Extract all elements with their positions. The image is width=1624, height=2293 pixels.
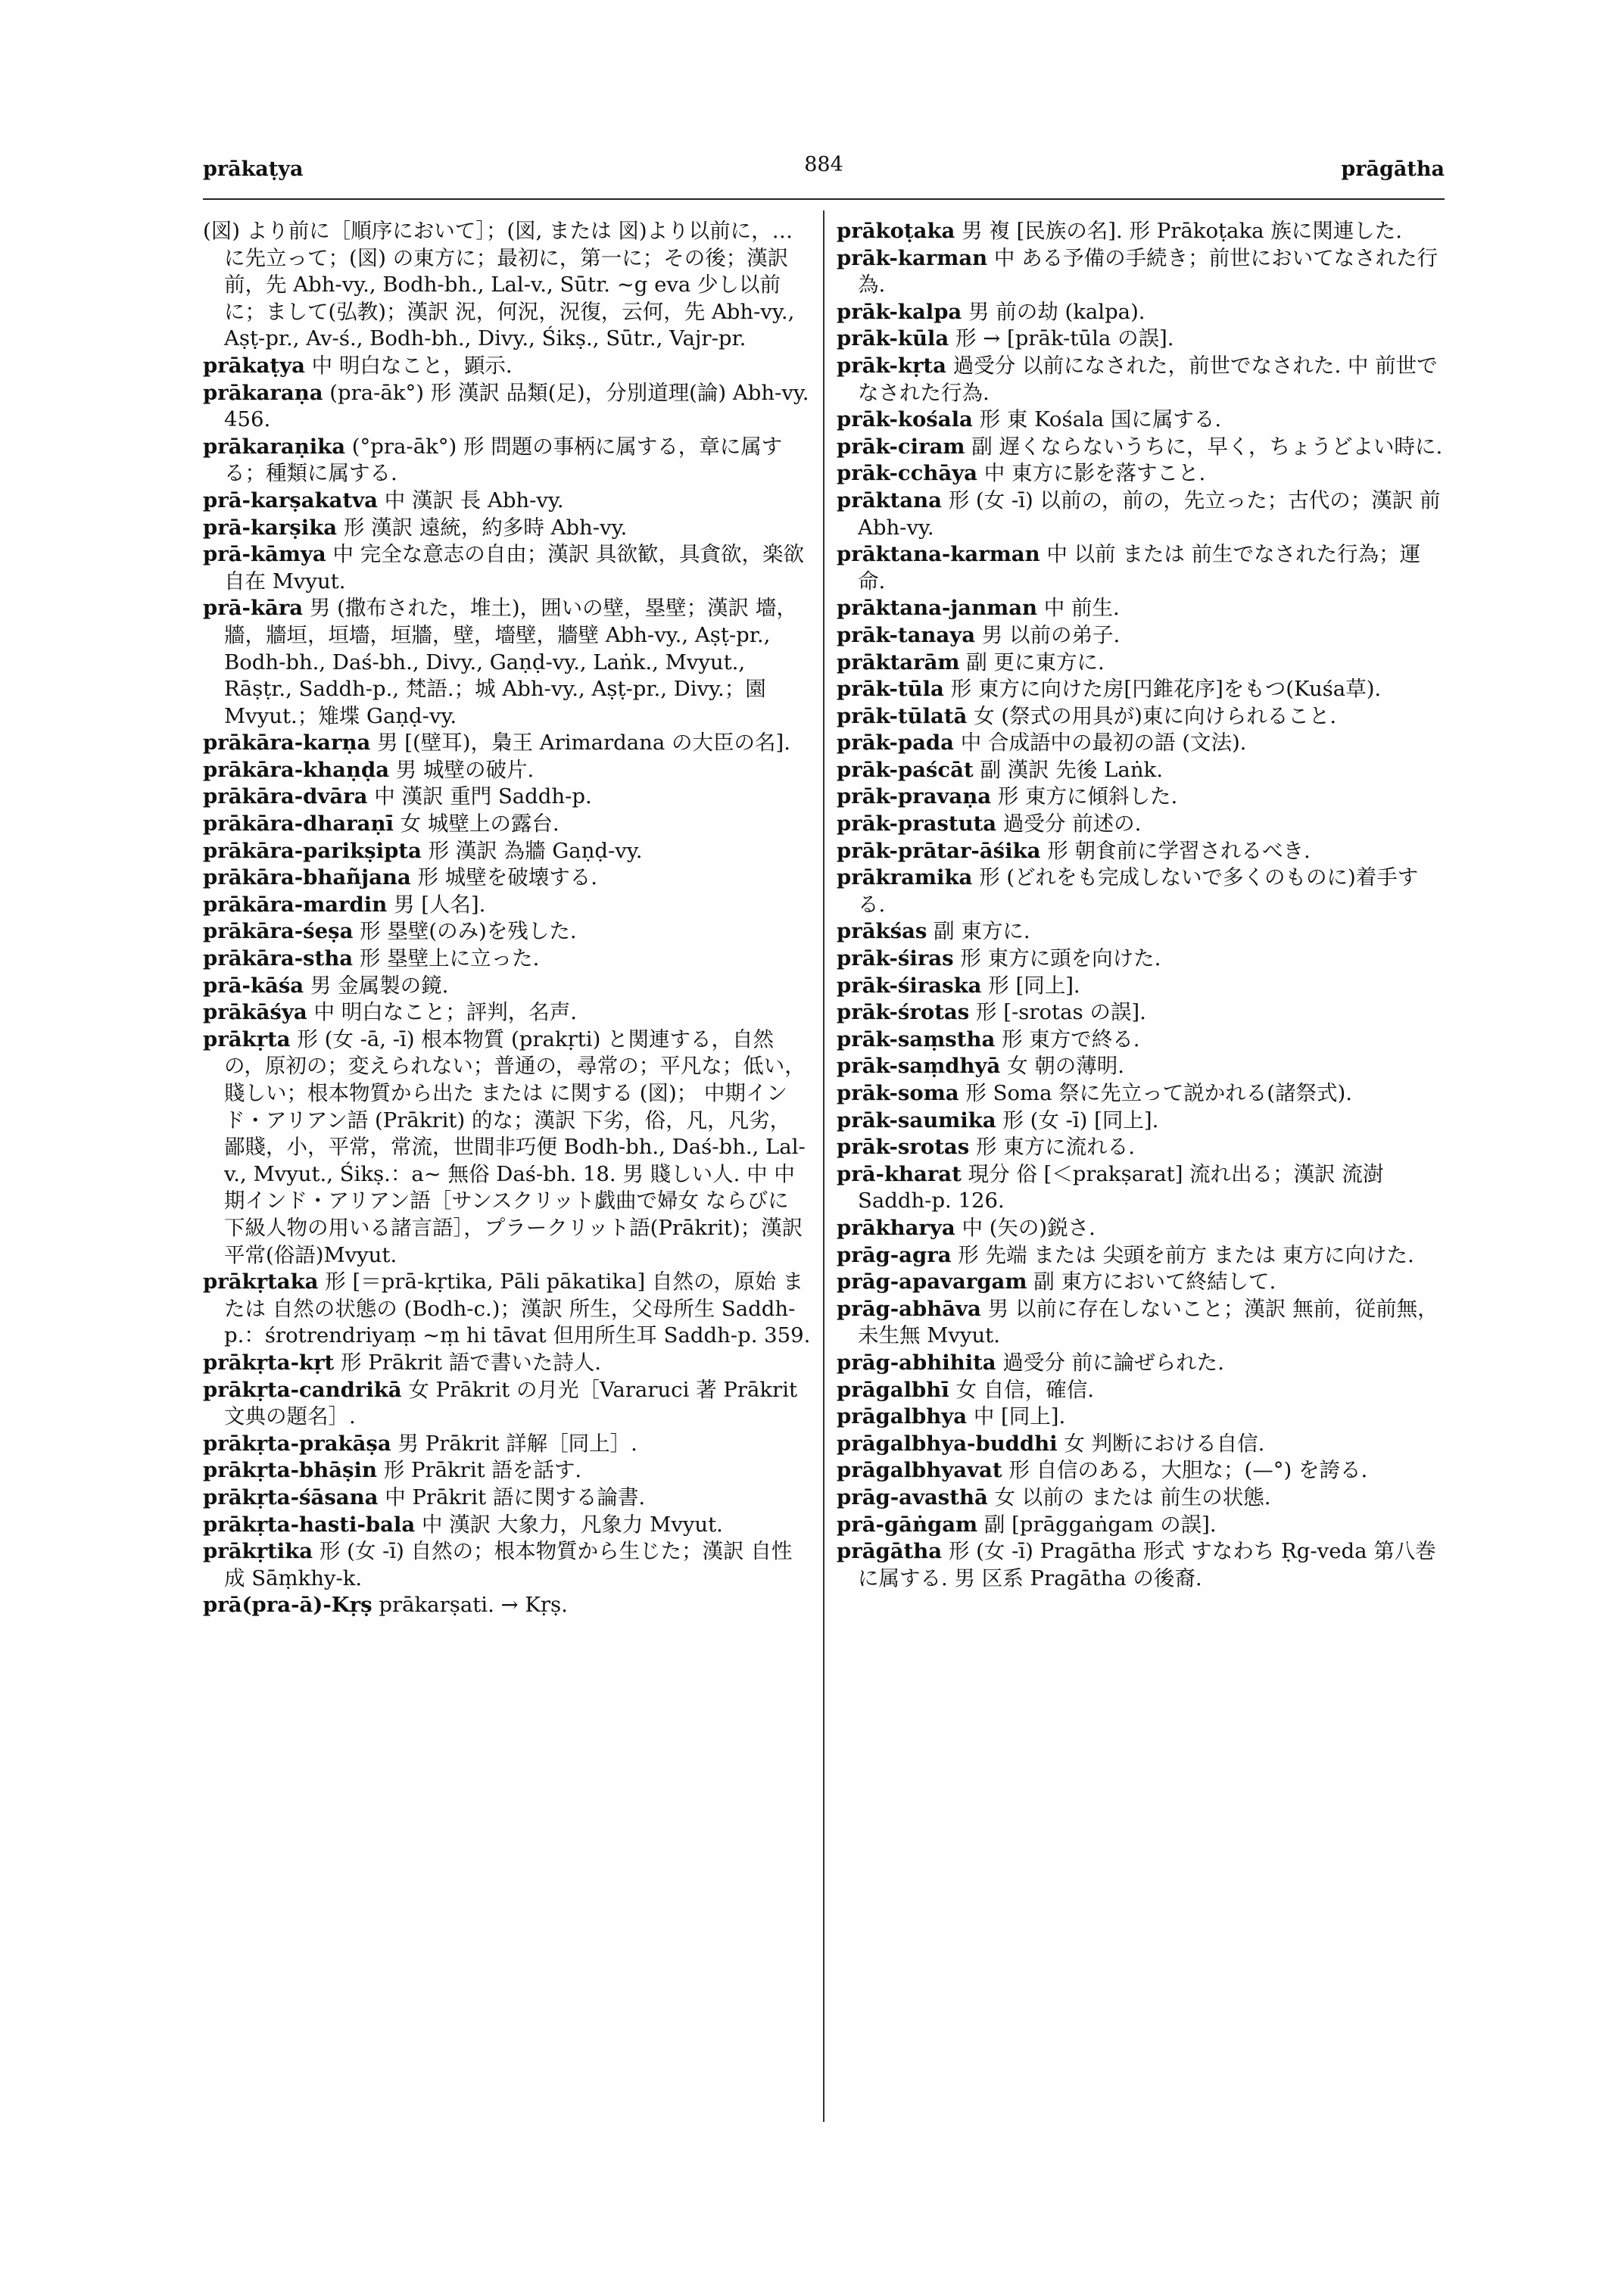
- dictionary-entry: [203, 784, 811, 811]
- dictionary-entry: [203, 918, 811, 946]
- dictionary-entry: [203, 218, 811, 353]
- headword: prāk-tūlatā: [837, 703, 968, 728]
- definition: 中 [同上].: [973, 1404, 1066, 1429]
- dictionary-entry: [837, 1161, 1445, 1215]
- dictionary-entry: [203, 353, 811, 380]
- dictionary-entry: [203, 1592, 811, 1619]
- dictionary-entry: [837, 541, 1445, 595]
- dictionary-entry: [203, 865, 811, 892]
- definition: 男 金属製の鏡.: [310, 973, 449, 998]
- left-column: [203, 218, 811, 1619]
- right-column: [837, 218, 1445, 1592]
- definition: 女 判断における自信.: [1064, 1431, 1265, 1456]
- headword: prāgātha: [837, 1539, 943, 1564]
- definition: 形 東方で終る.: [1002, 1027, 1140, 1051]
- definition: 中 漢訳 長 Abh-vy.: [384, 488, 564, 512]
- headword: prāktana-janman: [837, 596, 1038, 621]
- left-running-head: prākaṭya: [203, 157, 304, 181]
- dictionary-entry: [837, 946, 1445, 973]
- definition: (°pra-āk°) 形 問題の事柄に属する，章に属する；種類に属する.: [224, 434, 783, 486]
- headword: prākṛtaka: [203, 1270, 319, 1294]
- definition: 現分 俗 [＜prakṣarat] 流れ出る；漢訳 流澍 Saddh-p. 126.: [858, 1161, 1384, 1213]
- dictionary-entry: [837, 1404, 1445, 1431]
- definition: (図) より前に［順序において］；(図, または 図)より以前に，…に先立って；(図) の東方に；最初に，第一に；その後；漢訳 前，先 Abh-vy., Bodh-bh., Lal-v., Sūtr. ~g eva 少し以前に；まして(弘教)；漢訳 況，何況，況復，云何，先 Abh-vy., Aṣṭ-pr., Av-ś., Bodh-bh., Divy., Śikṣ., Sūtr., Vajr-pr.: [203, 219, 795, 351]
- headword: prākāra-karṇa: [203, 731, 371, 756]
- headword: prāgalbhya-buddhi: [837, 1431, 1058, 1456]
- dictionary-entry: [837, 353, 1445, 407]
- dictionary-entry: [837, 918, 1445, 946]
- definition: 中 合成語中の最初の語 (文法).: [960, 731, 1247, 756]
- definition: 女 朝の薄明.: [1007, 1054, 1125, 1079]
- headword: prā-kāmya: [203, 542, 326, 567]
- headword: prāk-kalpa: [837, 299, 962, 324]
- dictionary-entry: [203, 892, 811, 919]
- headword: prāk-ciram: [837, 434, 965, 459]
- definition: 女 以前の または 前生の状態.: [994, 1485, 1271, 1509]
- definition: 過受分 前に論ぜられた.: [1002, 1350, 1224, 1375]
- headword: prākṛtika: [203, 1539, 313, 1564]
- page-number: 884: [804, 153, 843, 176]
- dictionary-entry: [837, 1053, 1445, 1080]
- headword: prāk-srotas: [837, 1135, 970, 1160]
- dictionary-entry: [837, 973, 1445, 1000]
- definition: 形 [同上].: [988, 973, 1080, 998]
- definition: 中 漢訳 重門 Saddh-p.: [374, 784, 592, 809]
- headword: prāk-śiraska: [837, 973, 982, 998]
- dictionary-entry: [837, 811, 1445, 838]
- definition: 形 塁壁(のみ)を残した.: [360, 919, 577, 944]
- headword: prā-kāśa: [203, 973, 304, 998]
- definition: 男 複 [民族の名]. 形 Prākoṭaka 族に関連した.: [962, 219, 1402, 243]
- dictionary-entry: [203, 434, 811, 488]
- definition: 中 以前 または 前生でなされた行為；運命.: [858, 542, 1421, 594]
- definition: 中 明白なこと，顕示.: [311, 353, 513, 378]
- dictionary-entry: [837, 1512, 1445, 1539]
- dictionary-entry: [837, 1431, 1445, 1458]
- dictionary-entry: [837, 460, 1445, 488]
- definition: 副 遅くならないうちに，早く，ちょうどよい時に.: [971, 434, 1443, 459]
- dictionary-entry: [837, 999, 1445, 1027]
- definition: 過受分 前述の.: [1002, 812, 1142, 837]
- headword: prāk-paścāt: [837, 757, 974, 782]
- headword: prākṛta-bhāṣin: [203, 1458, 377, 1483]
- headword: prākoṭaka: [837, 219, 955, 243]
- dictionary-entry: [837, 838, 1445, 865]
- dictionary-entry: [203, 1512, 811, 1539]
- headword: prāk-kṛta: [837, 353, 946, 378]
- headword: prākāra-mardin: [203, 892, 388, 917]
- dictionary-entry: [837, 1485, 1445, 1512]
- dictionary-entry: [837, 488, 1445, 541]
- dictionary-entry: [837, 1134, 1445, 1161]
- definition: 男 以前に存在しないこと；漢訳 無前，従前無，未生無 Mvyut.: [858, 1296, 1439, 1348]
- column-divider: [823, 210, 824, 2122]
- dictionary-entry: [203, 757, 811, 784]
- headword: prākṛta-hasti-bala: [203, 1512, 416, 1537]
- dictionary-entry: [203, 541, 811, 595]
- definition: 副 [prāggaṅgam の誤].: [983, 1512, 1217, 1537]
- dictionary-entry: [203, 1485, 811, 1512]
- definition: 男 城壁の破片.: [395, 757, 535, 782]
- dictionary-entry: [837, 730, 1445, 757]
- headword: prākāra-dharaṇī: [203, 812, 394, 837]
- definition: 形 自信のある，大胆な；(—°) を誇る.: [1008, 1458, 1368, 1483]
- dictionary-entry: [837, 595, 1445, 622]
- headword: prā-kharat: [837, 1161, 962, 1186]
- headword: prāk-tanaya: [837, 622, 976, 647]
- dictionary-entry: [203, 380, 811, 434]
- headword: prāk-prastuta: [837, 812, 997, 837]
- headword: prāk-kośala: [837, 407, 973, 432]
- definition: 形 塁壁上に立った.: [359, 946, 540, 971]
- headword: prāgalbhī: [837, 1377, 949, 1402]
- definition: 男 [人名].: [393, 892, 486, 917]
- definition: 中 前生.: [1043, 596, 1120, 621]
- definition: 副 漢訳 先後 Laṅk.: [980, 757, 1163, 782]
- headword: prāk-pada: [837, 731, 954, 756]
- definition: 中 Prākrit 語に関する論書.: [385, 1485, 646, 1509]
- headword: prāg-abhāva: [837, 1296, 981, 1321]
- dictionary-entry: [837, 218, 1445, 245]
- definition: 男 前の劫 (kalpa).: [968, 299, 1146, 324]
- headword: prākāra-dvāra: [203, 784, 368, 809]
- dictionary-entry: [203, 730, 811, 757]
- headword: prākāra-śeṣa: [203, 919, 354, 944]
- headword: prākṛta: [203, 1027, 291, 1051]
- dictionary-entry: [837, 1108, 1445, 1135]
- headword: prāk-cchāya: [837, 461, 977, 486]
- dictionary-entry: [837, 622, 1445, 650]
- definition: 形 漢訳 為牆 Gaṇḍ-vy.: [428, 838, 643, 863]
- headword: prā-karṣika: [203, 515, 338, 540]
- dictionary-entry: [203, 838, 811, 865]
- dictionary-entry: [837, 676, 1445, 703]
- headword: prāk-śrotas: [837, 1000, 970, 1025]
- definition: 過受分 以前になされた，前世でなされた. 中 前世でなされた行為.: [858, 353, 1438, 405]
- definition: (pra-āk°) 形 漢訳 品類(足)，分別道理(論) Abh-vy. 456.: [224, 380, 809, 432]
- dictionary-entry: [837, 1377, 1445, 1404]
- page-header: [203, 153, 1445, 194]
- dictionary-entry: [837, 757, 1445, 784]
- dictionary-entry: [837, 1242, 1445, 1270]
- dictionary-entry: [837, 865, 1445, 918]
- definition: 中 (矢の)鋭さ.: [962, 1215, 1096, 1240]
- dictionary-entry: [837, 1350, 1445, 1377]
- dictionary-entry: [203, 1350, 811, 1377]
- definition: 形 → [prāk-tūla の誤].: [955, 326, 1174, 351]
- definition: 形 先端 または 尖頭を前方 または 東方に向けた.: [958, 1242, 1414, 1267]
- headword: prāgalbhyavat: [837, 1458, 1002, 1483]
- definition: 中 明白なこと；評判，名声.: [313, 1000, 577, 1025]
- definition: 形 朝食前に学習されるべき.: [1047, 838, 1311, 863]
- definition: 形 [-srotas の誤].: [975, 1000, 1146, 1025]
- headword: prākṛta-prakāṣa: [203, 1431, 391, 1456]
- headword: prāk-śiras: [837, 946, 954, 971]
- headword: prākāśya: [203, 1000, 307, 1025]
- definition: 男 Prākrit 詳解［同上］.: [397, 1431, 637, 1456]
- headword: prākaraṇika: [203, 434, 346, 459]
- definition: 中 東方に影を落すこと.: [983, 461, 1206, 486]
- headword: prā-karṣakatva: [203, 488, 378, 512]
- dictionary-entry: [203, 946, 811, 973]
- headword: prāk-karman: [837, 245, 988, 270]
- dictionary-entry: [837, 784, 1445, 811]
- headword: prākṛta-śāsana: [203, 1485, 379, 1509]
- dictionary-entry: [837, 407, 1445, 434]
- dictionary-entry: [203, 999, 811, 1027]
- headword: prākāra-parikṣipta: [203, 838, 422, 863]
- dictionary-entry: [203, 515, 811, 542]
- headword: prāg-avasthā: [837, 1485, 988, 1509]
- headword: prākāra-khaṇḍa: [203, 757, 390, 782]
- definition: 女 城壁上の露台.: [400, 812, 560, 837]
- definition: 形 城壁を破壊する.: [417, 865, 597, 890]
- definition: 女 (祭式の用具が)東に向けられること.: [974, 703, 1337, 728]
- dictionary-entry: [203, 1431, 811, 1458]
- headword: prāktarām: [837, 650, 960, 675]
- dictionary-entry: [837, 1269, 1445, 1296]
- definition: 副 更に東方に.: [966, 650, 1105, 675]
- definition: 中 ある予備の手続き；前世においてなされた行為.: [858, 245, 1439, 298]
- headword: prāktana: [837, 488, 942, 512]
- headword: prāg-apavargam: [837, 1270, 1027, 1294]
- definition: 形 (どれをも完成しないで多くのものに)着手する.: [858, 865, 1419, 917]
- definition: 形 Prākrit 語で書いた詩人.: [341, 1350, 601, 1375]
- definition: 中 完全な意志の自由；漢訳 具欲歓，具貪欲，楽欲自在 Mvyut.: [224, 542, 804, 594]
- definition: 形 東方に頭を向けた.: [960, 946, 1161, 971]
- dictionary-entry: [203, 1269, 811, 1350]
- dictionary-entry: [203, 811, 811, 838]
- headword: prāg-agra: [837, 1242, 952, 1267]
- dictionary-entry: [837, 650, 1445, 677]
- definition: 形 東方に傾斜した.: [997, 784, 1178, 809]
- dictionary-entry: [837, 1215, 1445, 1242]
- definition: 男 以前の弟子.: [981, 622, 1121, 647]
- headword: prāk-kūla: [837, 326, 949, 351]
- headword: prāk-prātar-āśika: [837, 838, 1041, 863]
- definition: prākarṣati. → Kṛṣ.: [379, 1593, 568, 1618]
- headword: prākaṭya: [203, 353, 305, 378]
- header-rule: [203, 198, 1445, 200]
- definition: 形 東 Kośala 国に属する.: [979, 407, 1222, 432]
- dictionary-entry: [837, 703, 1445, 731]
- headword: prā-kāra: [203, 596, 304, 621]
- headword: prākāra-bhañjana: [203, 865, 411, 890]
- headword: prāk-saumika: [837, 1108, 996, 1132]
- headword: prā-gāṅgam: [837, 1512, 978, 1537]
- dictionary-entry: [837, 1296, 1445, 1350]
- definition: 男 [(壁耳)，梟王 Arimardana の大臣の名].: [377, 731, 790, 756]
- definition: 形 漢訳 遠統，約多時 Abh-vy.: [343, 515, 628, 540]
- headword: prāgalbhya: [837, 1404, 968, 1429]
- headword: prākaraṇa: [203, 380, 323, 405]
- headword: prāk-saṃstha: [837, 1027, 996, 1051]
- headword: prāk-pravaṇa: [837, 784, 992, 809]
- dictionary-entry: [837, 1457, 1445, 1485]
- headword: prāk-soma: [837, 1081, 959, 1105]
- definition: 副 東方において終結して.: [1033, 1270, 1276, 1294]
- headword: prākharya: [837, 1215, 955, 1240]
- definition: 形 Soma 祭に先立って説かれる(諸祭式).: [965, 1081, 1352, 1105]
- dictionary-entry: [203, 1027, 811, 1269]
- definition: 形 (女 -ī) [同上].: [1002, 1108, 1159, 1132]
- right-running-head: prāgātha: [1341, 157, 1445, 181]
- dictionary-entry: [837, 299, 1445, 326]
- definition: 形 (女 -ī) Pragātha 形式 すなわち Ṛg-veda 第八巻に属する. 男 区系 Pragātha の後裔.: [858, 1539, 1436, 1590]
- definition: 女 自信，確信.: [955, 1377, 1094, 1402]
- dictionary-entry: [837, 1538, 1445, 1592]
- headword: prākśas: [837, 919, 927, 944]
- definition: 形 (女 -ā, -ī) 根本物質 (prakṛti) と関連する，自然の，原初の；変えられない；普通の，尋常の；平凡な；低い，賤しい；根本物質から出た または に関する (図)； 中期インド・アリアン語 (Prākrit) 的な；漢訳 下劣，俗，凡，凡劣，鄙賤，小，平常，常流，世間非巧便 Bodh-bh., Daś-bh., Lal-v., Mvyut., Śikṣ.：a~ 無俗 Daś-bh. 18. 男 賤しい人. 中 中期インド・アリアン語［サンスクリット戯曲で婦女 ならびに 下級人物の用いる諸言語］，プラークリット語(Prākrit)；漢訳 平常(俗語)Mvyut.: [224, 1027, 806, 1267]
- definition: 形 (女 -ī) 自然の；根本物質から生じた；漢訳 自性成 Sāṃkhy-k.: [224, 1539, 793, 1590]
- headword: prāg-abhihita: [837, 1350, 996, 1375]
- dictionary-entry: [837, 1027, 1445, 1054]
- definition: 形 [＝prā-kṛtika, Pāli pākatika] 自然の，原始 または 自然の状態の (Bodh-c.)；漢訳 所生，父母所生 Saddh-p.：śrotrendriyaṃ ~ṃ hi tāvat 但用所生耳 Saddh-p. 359.: [224, 1270, 811, 1348]
- dictionary-entry: [203, 1538, 811, 1592]
- headword: prā(pra-ā)-Kṛṣ: [203, 1593, 372, 1618]
- definition: 男 (撒布された，堆土)，囲いの壁，塁壁；漢訳 墻，牆，牆垣，垣墻，垣牆，壁，墻壁，牆壁 Abh-vy., Aṣṭ-pr., Bodh-bh., Daś-bh., Divy., Gaṇḍ-vy., Laṅk., Mvyut., Rāṣṭr., Saddh-p., 梵語.；城 Abh-vy., Aṣṭ-pr., Divy.；園 Mvyut.；雉堞 Gaṇḍ-vy.: [224, 596, 797, 728]
- dictionary-entry: [203, 1377, 811, 1431]
- headword: prākṛta-kṛt: [203, 1350, 335, 1375]
- dictionary-entry: [837, 245, 1445, 299]
- dictionary-entry: [203, 1457, 811, 1485]
- headword: prāk-tūla: [837, 677, 944, 702]
- headword: prākāra-stha: [203, 946, 354, 971]
- definition: 中 漢訳 大象力，凡象力 Mvyut.: [421, 1512, 723, 1537]
- dictionary-entry: [837, 326, 1445, 353]
- dictionary-entry: [837, 1080, 1445, 1108]
- definition: 形 東方に流れる.: [975, 1135, 1135, 1160]
- dictionary-entry: [203, 973, 811, 1000]
- definition: 形 (女 -ī) 以前の，前の，先立った；古代の；漢訳 前 Abh-vy.: [858, 488, 1441, 540]
- headword: prākramika: [837, 865, 973, 890]
- dictionary-entry: [837, 434, 1445, 461]
- definition: 女 Prākrit の月光［Vararuci 著 Prākrit 文典の題名］.: [224, 1377, 798, 1429]
- definition: 形 東方に向けた房[円錐花序]をもつ(Kuśa草).: [950, 677, 1382, 702]
- headword: prāk-saṃdhyā: [837, 1054, 1001, 1079]
- dictionary-entry: [203, 488, 811, 515]
- headword: prāktana-karman: [837, 542, 1040, 567]
- dictionary-entry: [203, 595, 811, 730]
- headword: prākṛta-candrikā: [203, 1377, 402, 1402]
- definition: 副 東方に.: [934, 919, 1030, 944]
- definition: 形 Prākrit 語を話す.: [383, 1458, 582, 1483]
